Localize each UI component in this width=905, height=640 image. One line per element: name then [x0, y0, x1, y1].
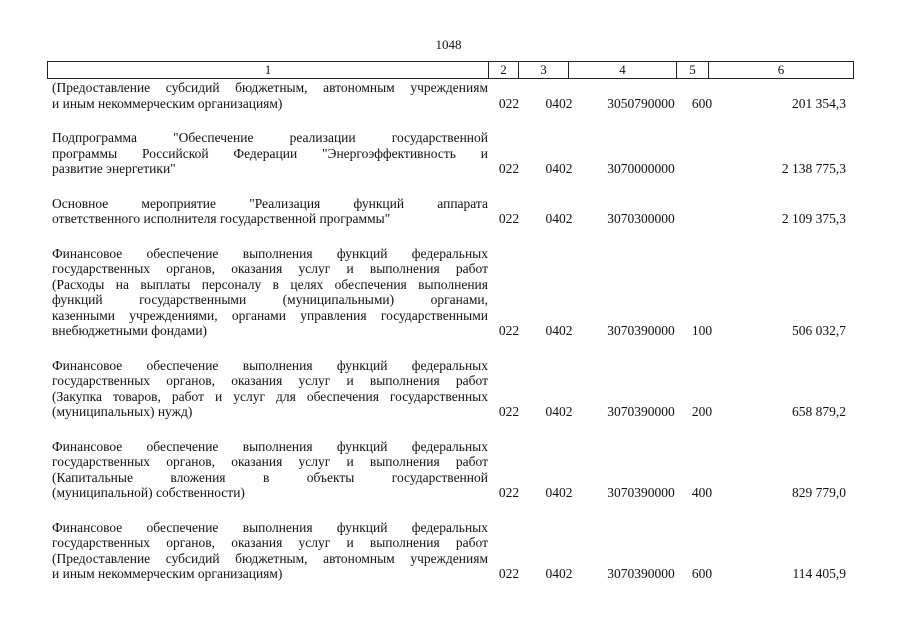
- description-line: развитие энергетики": [52, 161, 176, 176]
- description-line: Финансовое обеспечение выполнения функций федеральных: [52, 245, 488, 261]
- row-expense-type: 100: [691, 323, 713, 338]
- description-line: (Закупка товаров, работ и услуг для обеспечения государственных: [52, 388, 488, 404]
- row-section-code: 0402: [545, 404, 573, 419]
- row-amount: 201 354,3: [792, 95, 846, 111]
- description-line: функций государственными (муниципальными) органами,: [52, 292, 488, 307]
- row-description: [52, 520, 488, 582]
- row-amount: 506 032,7: [792, 323, 846, 338]
- row-grbs-code: 022: [498, 485, 520, 500]
- description-line: Финансовое обеспечение выполнения функций федеральных: [52, 357, 488, 373]
- description-line: Финансовое обеспечение выполнения функций федеральных: [52, 438, 488, 454]
- row-description: [52, 358, 488, 420]
- row-description: [52, 246, 488, 339]
- row-expense-type: 400: [691, 485, 713, 500]
- description-line: Основное мероприятие "Реализация функций аппарата: [52, 195, 488, 211]
- row-target-code: 3050790000: [607, 95, 675, 111]
- table-row: [52, 80, 852, 111]
- row-target-code: 3070390000: [607, 485, 675, 500]
- column-header-3: 3: [519, 62, 569, 79]
- table-row: [52, 358, 852, 420]
- description-line: (муниципальных) нужд): [52, 404, 193, 419]
- description-line: государственных органов, оказания услуг и выполнения работ: [52, 535, 488, 550]
- table-row: [52, 196, 852, 227]
- table-row: [52, 520, 852, 582]
- row-section-code: 0402: [545, 95, 573, 111]
- row-section-code: 0402: [545, 323, 573, 338]
- description-line: и иным некоммерческим организациям): [52, 95, 283, 111]
- column-header-table: [47, 61, 854, 79]
- row-amount: 2 109 375,3: [781, 211, 846, 226]
- row-description: [52, 196, 488, 227]
- description-line: казенными учреждениями, органами управления государственными: [52, 307, 488, 323]
- description-line: Подпрограмма "Обеспечение реализации государственной: [52, 130, 488, 145]
- row-expense-type: 200: [691, 404, 713, 419]
- description-line: государственных органов, оказания услуг и выполнения работ: [52, 373, 488, 388]
- row-grbs-code: 022: [498, 566, 520, 581]
- row-section-code: 0402: [545, 211, 573, 226]
- row-target-code: 3070000000: [607, 161, 675, 176]
- description-line: и иным некоммерческим организациям): [52, 566, 283, 581]
- description-line: (Капитальные вложения в объекты государственной: [52, 469, 488, 485]
- description-line: (Предоставление субсидий бюджетным, автономным учреждениям: [52, 550, 488, 566]
- description-line: (Расходы на выплаты персоналу в целях обеспечения выполнения: [52, 276, 488, 292]
- row-expense-type: 600: [691, 95, 713, 111]
- description-line: (Предоставление субсидий бюджетным, автономным учреждениям: [52, 80, 488, 95]
- row-grbs-code: 022: [498, 161, 520, 176]
- page-number: 1048: [435, 37, 462, 52]
- row-grbs-code: 022: [498, 323, 520, 338]
- description-line: государственных органов, оказания услуг и выполнения работ: [52, 261, 488, 276]
- column-header-4: 4: [569, 62, 677, 79]
- column-header-6: 6: [709, 62, 854, 79]
- row-amount: 658 879,2: [792, 404, 846, 419]
- row-description: [52, 439, 488, 501]
- description-line: (муниципальной) собственности): [52, 485, 245, 500]
- row-amount: 2 138 775,3: [781, 161, 846, 176]
- row-grbs-code: 022: [498, 211, 520, 226]
- budget-rows: [52, 80, 852, 601]
- description-line: программы Российской Федерации "Энергоэффективность и: [52, 145, 488, 161]
- row-amount: 114 405,9: [792, 566, 846, 581]
- column-header-5: 5: [677, 62, 709, 79]
- description-line: внебюджетными фондами): [52, 323, 208, 338]
- description-line: ответственного исполнителя государственной программы": [52, 211, 391, 226]
- row-description: [52, 130, 488, 177]
- row-section-code: 0402: [545, 485, 573, 500]
- row-grbs-code: 022: [498, 404, 520, 419]
- table-row: [52, 246, 852, 339]
- row-section-code: 0402: [545, 161, 573, 176]
- row-target-code: 3070390000: [607, 323, 675, 338]
- row-expense-type: 600: [691, 566, 713, 581]
- row-target-code: 3070300000: [607, 211, 675, 226]
- description-line: Финансовое обеспечение выполнения функций федеральных: [52, 519, 488, 535]
- row-amount: 829 779,0: [792, 485, 846, 500]
- description-line: государственных органов, оказания услуг и выполнения работ: [52, 454, 488, 469]
- column-header-row: [48, 62, 854, 79]
- table-row: [52, 130, 852, 177]
- row-grbs-code: 022: [498, 95, 520, 111]
- column-header-1: 1: [48, 62, 489, 79]
- row-target-code: 3070390000: [607, 566, 675, 581]
- row-section-code: 0402: [545, 566, 573, 581]
- table-row: [52, 439, 852, 501]
- row-target-code: 3070390000: [607, 404, 675, 419]
- column-header-2: 2: [489, 62, 519, 79]
- row-description: [52, 80, 488, 111]
